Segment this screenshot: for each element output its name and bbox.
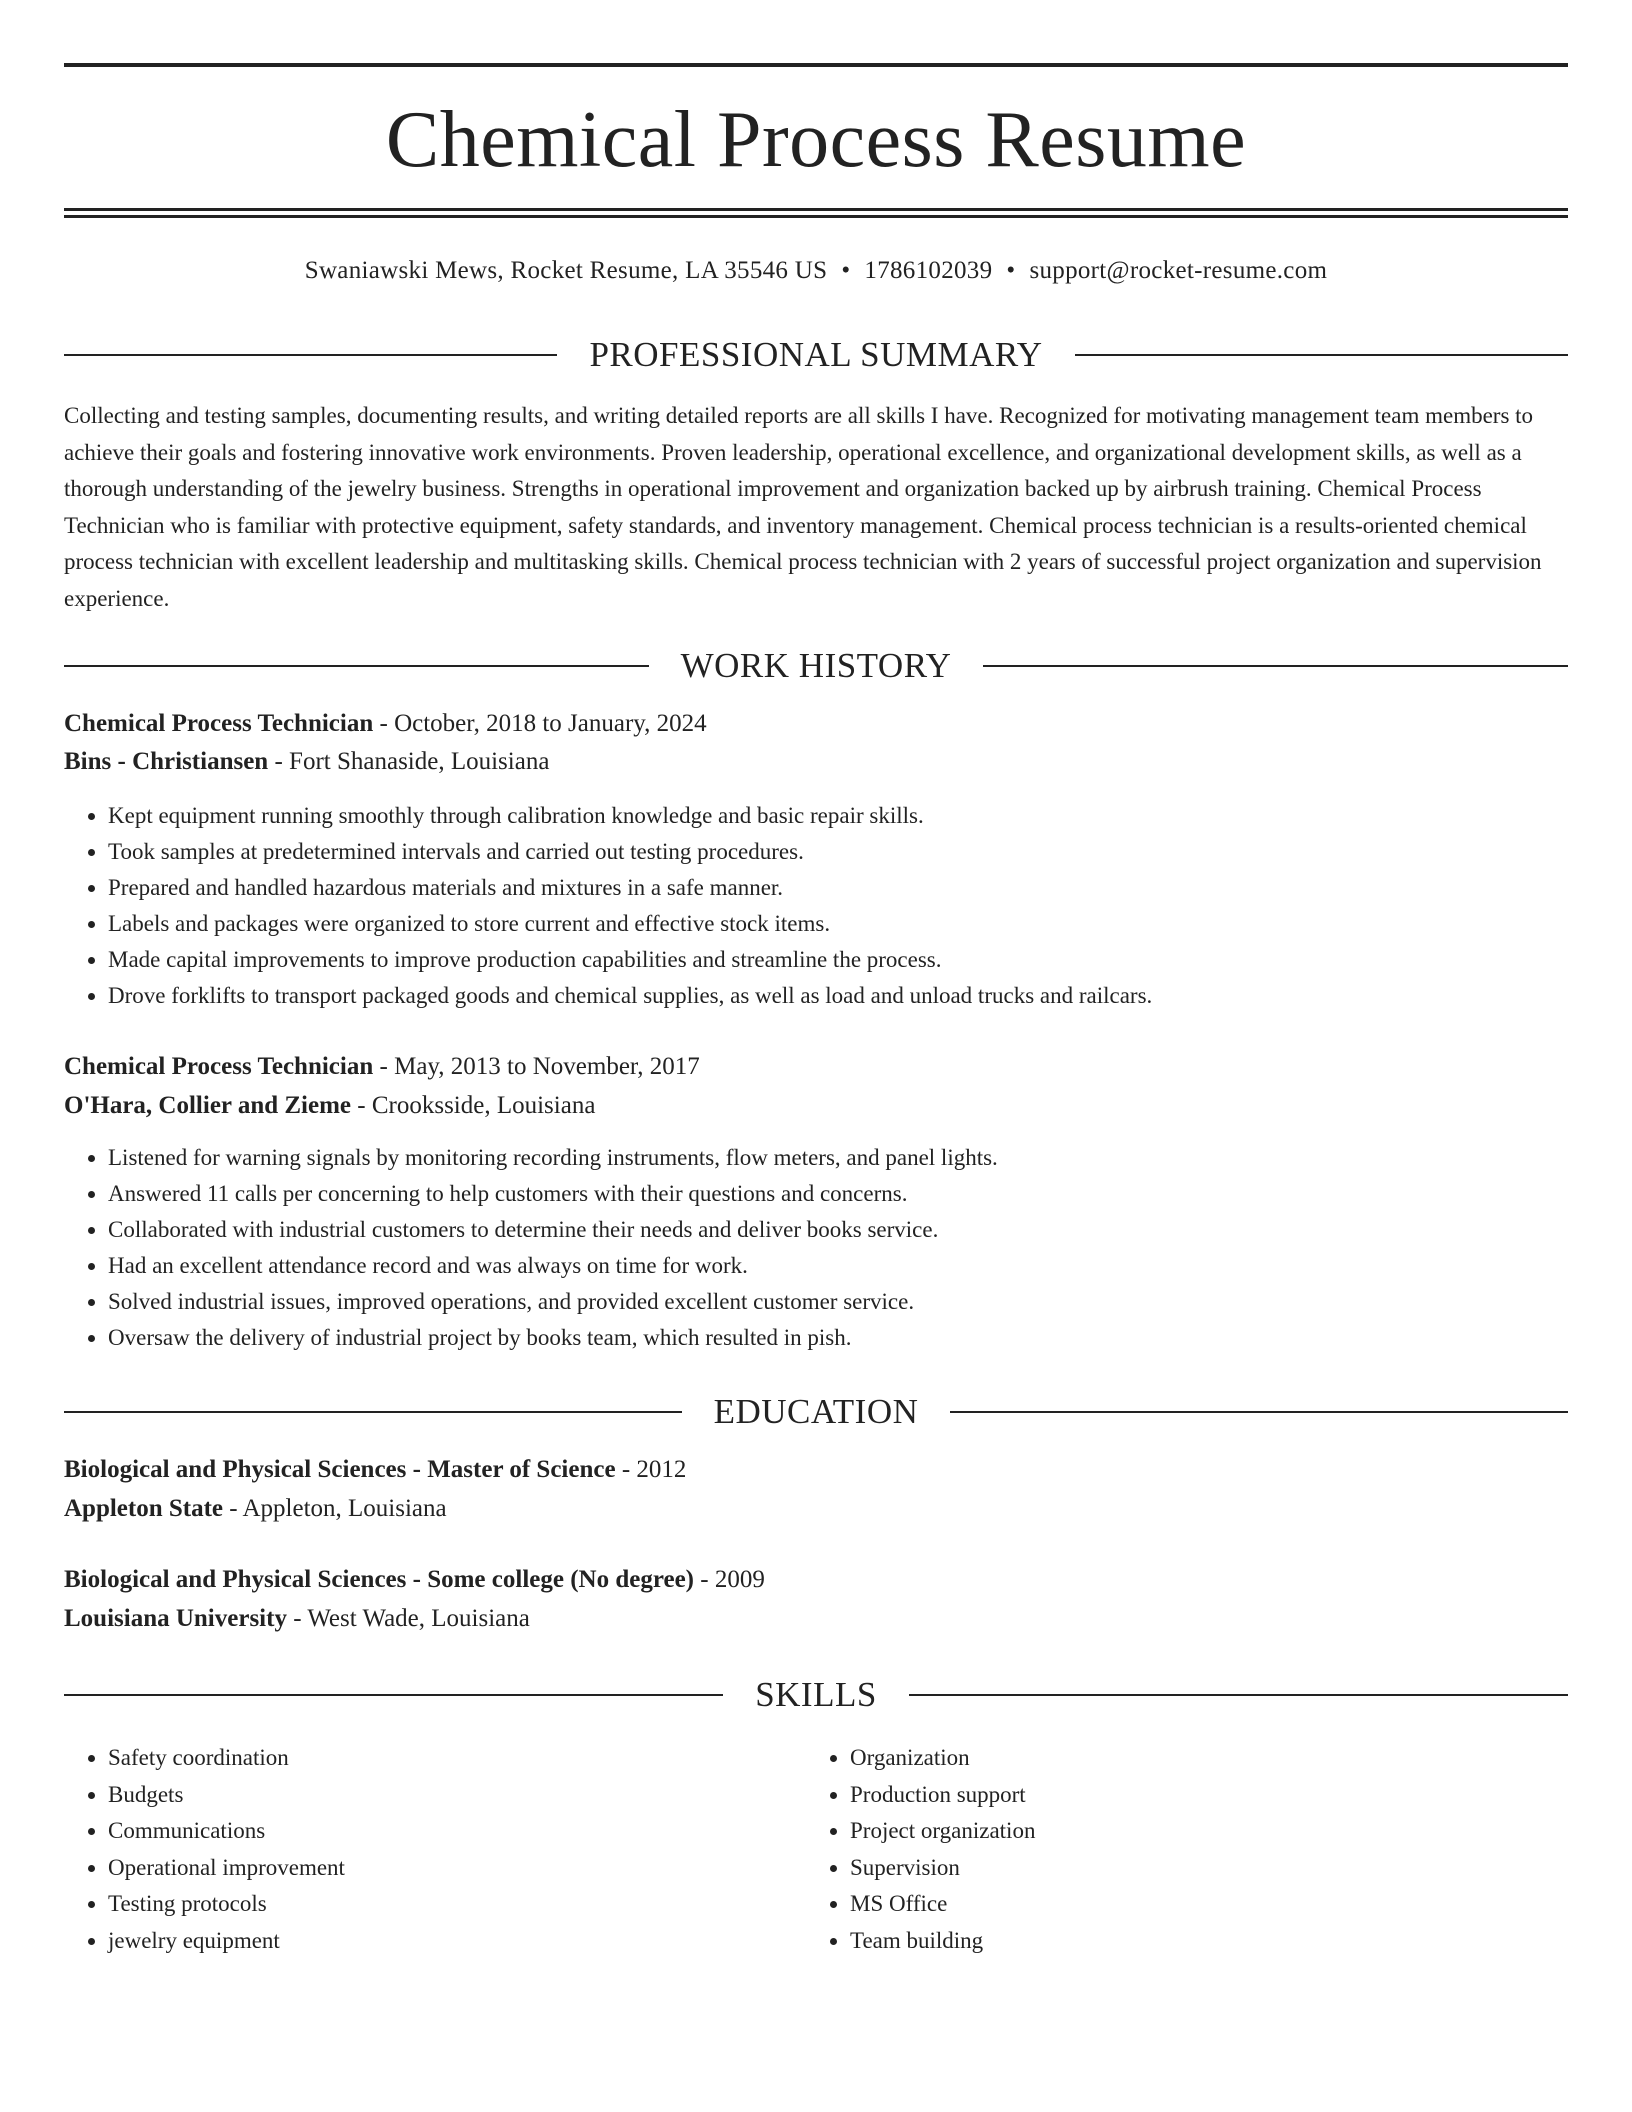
divider-line — [64, 1411, 682, 1413]
education-degree: Biological and Physical Sciences - Master of Science — [64, 1456, 616, 1483]
education-school-line — [64, 1491, 1568, 1527]
job-company-line — [64, 744, 1568, 780]
skill-item: • Organization — [850, 1740, 1550, 1777]
list-item: • Collaborated with industrial customers to determine their needs and deliver books service. — [108, 1212, 1612, 1248]
job-company: Bins - Christiansen — [64, 748, 269, 775]
skill-item: • Supervision — [850, 1850, 1550, 1887]
divider-line — [64, 354, 557, 356]
skill-item: • Safety coordination — [108, 1740, 808, 1777]
job-title-line — [64, 1049, 1568, 1085]
contact-phone: 1786102039 — [864, 257, 993, 284]
divider-line — [909, 1694, 1568, 1696]
education-school: Appleton State — [64, 1495, 224, 1522]
skill-item: • Project organization — [850, 1813, 1550, 1850]
education-school-line — [64, 1601, 1568, 1637]
job-title: Chemical Process Technician — [64, 1053, 374, 1080]
section-title: EDUCATION — [713, 1392, 919, 1431]
divider-line — [983, 665, 1568, 667]
divider-line — [64, 1694, 723, 1696]
job-company: O'Hara, Collier and Zieme — [64, 1092, 352, 1119]
job-location: - Crooksside, Louisiana — [351, 1092, 596, 1119]
divider-line — [1075, 354, 1568, 356]
education-year: - 2012 — [615, 1456, 687, 1483]
job-bullets — [64, 1140, 1612, 1356]
section-heading-skills — [64, 1673, 1568, 1717]
section-title: PROFESSIONAL SUMMARY — [589, 335, 1043, 374]
divider-line — [64, 665, 649, 667]
list-item: • Answered 11 calls per concerning to help customers with their questions and concerns. — [108, 1176, 1612, 1212]
list-item: • Drove forklifts to transport packaged goods and chemical supplies, as well as load and unload trucks and railcars. — [108, 978, 1612, 1014]
education-school: Louisiana University — [64, 1605, 287, 1632]
list-item: • Labels and packages were organized to store current and effective stock items. — [108, 906, 1612, 942]
section-title: WORK HISTORY — [680, 646, 952, 685]
skill-item: • Communications — [108, 1813, 808, 1850]
skill-item: • jewelry equipment — [108, 1923, 808, 1960]
education-degree: Biological and Physical Sciences - Some college (No degree) — [64, 1566, 694, 1593]
job-company-line — [64, 1088, 1568, 1124]
job-dates: - October, 2018 to January, 2024 — [373, 710, 707, 737]
skill-item: • Production support — [850, 1777, 1550, 1814]
education-location: - Appleton, Louisiana — [223, 1495, 447, 1522]
list-item: • Kept equipment running smoothly through calibration knowledge and basic repair skills. — [108, 798, 1612, 834]
contact-address: Swaniawski Mews, Rocket Resume, LA 35546 US — [304, 257, 828, 284]
list-item: • Had an excellent attendance record and was always on time for work. — [108, 1248, 1612, 1284]
education-degree-line — [64, 1562, 1568, 1598]
list-item: • Made capital improvements to improve production capabilities and streamline the process. — [108, 942, 1612, 978]
skills-list-right — [806, 1740, 1550, 1959]
education-location: - West Wade, Louisiana — [286, 1605, 530, 1632]
list-item: • Prepared and handled hazardous materials and mixtures in a safe manner. — [108, 870, 1612, 906]
education-degree-line — [64, 1452, 1568, 1488]
list-item: • Listened for warning signals by monitoring recording instruments, flow meters, and panel lights. — [108, 1140, 1612, 1176]
list-item: • Solved industrial issues, improved operations, and provided excellent customer service. — [108, 1284, 1612, 1320]
section-title: SKILLS — [755, 1675, 877, 1714]
section-heading-education — [64, 1390, 1568, 1434]
skill-item: • Operational improvement — [108, 1850, 808, 1887]
education-year: - 2009 — [694, 1566, 765, 1593]
divider-line — [950, 1411, 1568, 1413]
title-rule-lower — [64, 215, 1568, 218]
resume-title: Chemical Process Resume — [385, 96, 1247, 184]
title-rule-upper — [64, 208, 1568, 211]
job-bullets — [64, 798, 1612, 1014]
list-item: • Took samples at predetermined intervals and carried out testing procedures. — [108, 834, 1612, 870]
skills-list-left — [64, 1740, 808, 1959]
contact-separator: • — [1006, 257, 1016, 284]
skill-item: • Testing protocols — [108, 1886, 808, 1923]
job-dates: - May, 2013 to November, 2017 — [373, 1053, 700, 1080]
skill-item: • Budgets — [108, 1777, 808, 1814]
contact-email: support@rocket-resume.com — [1029, 257, 1328, 284]
job-title-line — [64, 706, 1568, 742]
section-heading-work-history — [64, 644, 1568, 688]
job-location: - Fort Shanaside, Louisiana — [268, 748, 550, 775]
top-rule — [64, 63, 1568, 67]
contact-line — [64, 254, 1568, 288]
summary-text: Collecting and testing samples, documenting results, and writing detailed reports are all skills I have. Recognized for motivating management team members to achieve their goals and fostering innovative work environments. Proven leadership, operational excellence, and organizational development skills, as well as a thorough understanding of the jewelry business. Strengths in operational improvement and organization backed up by airbrush training. Chemical Process Technician who is familiar with protective equipment, safety standards, and inventory management. Chemical process technician is a results-oriented chemical process technician with excellent leadership and multitasking skills. Chemical process technician with 2 years of successful project organization and supervision experience. — [64, 403, 1542, 611]
contact-separator: • — [841, 257, 851, 284]
skill-item: • MS Office — [850, 1886, 1550, 1923]
job-title: Chemical Process Technician — [64, 710, 374, 737]
section-heading-summary — [64, 333, 1568, 377]
list-item: • Oversaw the delivery of industrial project by books team, which resulted in pish. — [108, 1320, 1612, 1356]
skill-item: • Team building — [850, 1923, 1550, 1960]
